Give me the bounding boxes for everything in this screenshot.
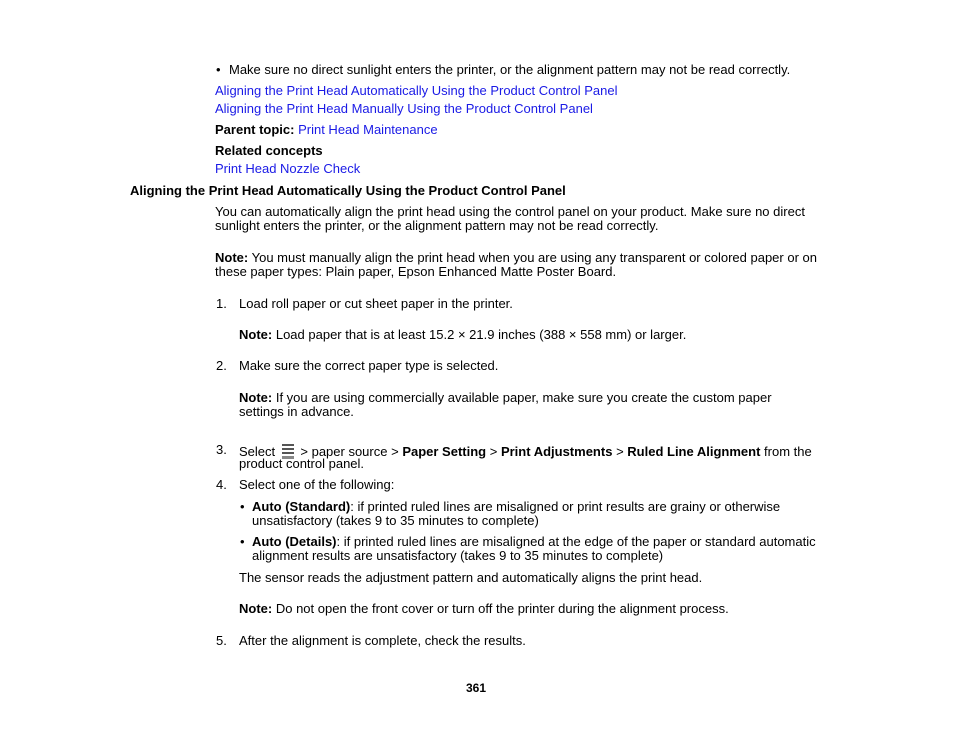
step-1-text: Load roll paper or cut sheet paper in the printer. [239,296,513,311]
step-4-result: The sensor reads the adjustment pattern and automatically aligns the print head. [239,570,703,585]
link-print-head-maintenance[interactable]: Print Head Maintenance [298,122,438,137]
auto-standard-line-2: unsatisfactory (takes 9 to 35 minutes to complete) [252,513,539,528]
note-label: Note: [215,250,249,265]
step-2-note [239,391,772,405]
step-4-note-text: Do not open the front cover or turn off the printer during the alignment process. [275,601,729,616]
parent-topic [215,123,438,137]
note-label: Note: [239,601,273,616]
step-1-note-text: Load paper that is at least 15.2 × 21.9 inches (388 × 558 mm) or larger. [275,327,687,342]
step-3-number: 3. [216,442,227,457]
step-4-note [239,602,729,616]
auto-details-line-1: : if printed ruled lines are misaligned at the edge of the paper or standard automatic [336,534,816,549]
link-align-manual[interactable]: Aligning the Print Head Manually Using the Product Control Panel [215,101,593,116]
related-concepts-label: Related concepts [215,143,323,158]
parent-topic-label: Parent topic: [215,122,295,137]
step-3-select: Select [239,444,276,459]
step-2-note-line-2: settings in advance. [239,404,354,419]
bullet: • [240,499,245,514]
step-4-text: Select one of the following: [239,477,395,492]
step-2-number: 2. [216,358,227,373]
auto-details-label: Auto (Details) [252,534,337,549]
intro-line-1: You can automatically align the print head using the control panel on your product. Make sure no direct [215,204,805,219]
step-3-from: from the [764,444,812,459]
bullet: • [240,534,245,549]
step-1-note [239,328,686,342]
auto-details-line-2: alignment results are unsatisfactory (takes 9 to 35 minutes to complete) [252,548,664,563]
section-note [215,251,817,265]
step-3-line-2: product control panel. [239,456,365,471]
auto-standard-label: Auto (Standard) [252,499,351,514]
separator: > [616,444,624,459]
paper-setting-label: Paper Setting [402,444,487,459]
step-2-text: Make sure the correct paper type is selected. [239,358,499,373]
sunlight-bullet-text: Make sure no direct sunlight enters the printer, or the alignment pattern may not be read correctly. [229,62,791,77]
option-auto-details [252,535,816,549]
step-3-paper-source: > paper source > [300,444,399,459]
note-label: Note: [239,390,273,405]
step-5-text: After the alignment is complete, check the results. [239,633,526,648]
ruled-line-alignment-label: Ruled Line Alignment [627,444,761,459]
note-line-1: You must manually align the print head when you are using any transparent or colored paper or on [251,250,817,265]
bullet: • [216,62,221,77]
auto-standard-line-1: : if printed ruled lines are misaligned or print results are grainy or otherwise [350,499,781,514]
step-2-note-line-1: If you are using commercially available paper, make sure you create the custom paper [275,390,772,405]
intro-line-2: sunlight enters the printer, or the alignment pattern may not be read correctly. [215,218,659,233]
note-label: Note: [239,327,273,342]
print-adjustments-label: Print Adjustments [500,444,613,459]
note-line-2: these paper types: Plain paper, Epson Enhanced Matte Poster Board. [215,264,617,279]
option-auto-standard [252,500,780,514]
link-nozzle-check[interactable]: Print Head Nozzle Check [215,161,361,176]
section-heading: Aligning the Print Head Automatically Using the Product Control Panel [130,183,566,198]
step-4-number: 4. [216,477,227,492]
link-align-automatic[interactable]: Aligning the Print Head Automatically Using the Product Control Panel [215,83,618,98]
separator: > [489,444,498,459]
page-number: 361 [466,681,487,695]
step-1-number: 1. [216,296,227,311]
step-5-number: 5. [216,633,227,648]
